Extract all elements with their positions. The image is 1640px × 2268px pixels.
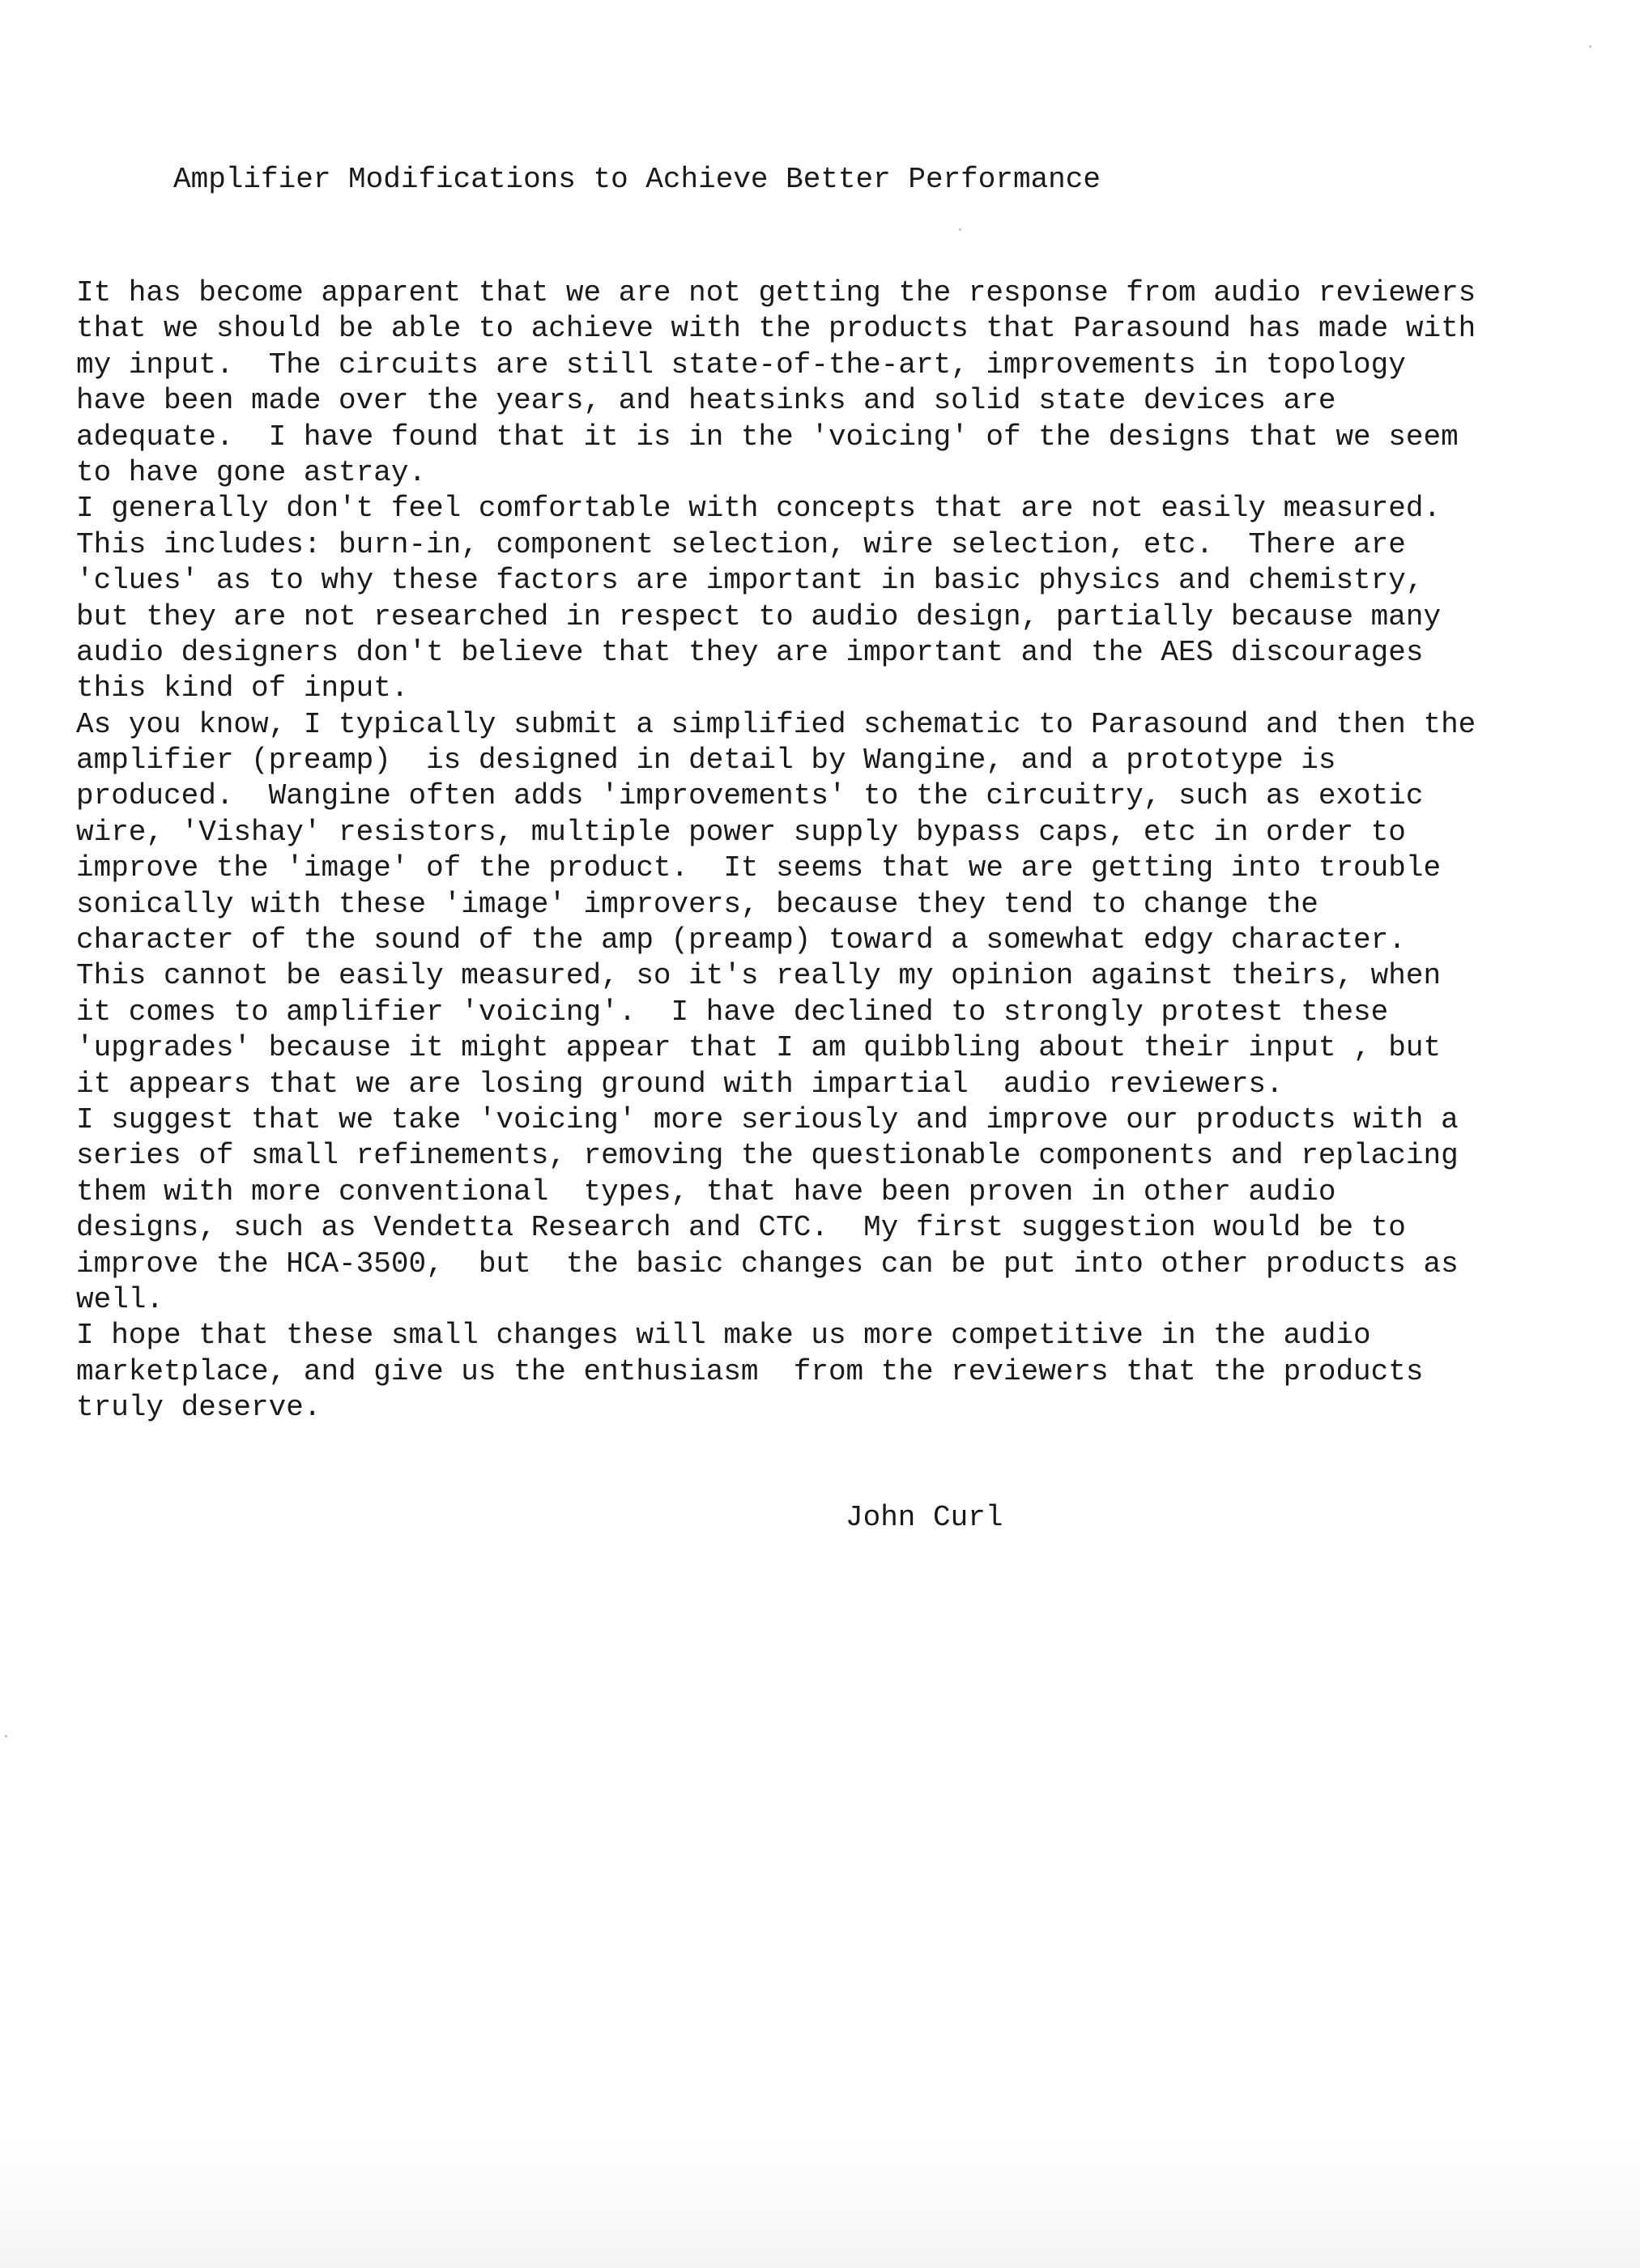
body-line: I hope that these small changes will make us more competitive in the audio: [76, 1319, 1371, 1353]
body-line: them with more conventional types, that have been proven in other audio: [76, 1174, 1336, 1209]
body-line: designs, such as Vendetta Research and CTC. My first suggestion would be to: [76, 1211, 1406, 1245]
body-line: improve the 'image' of the product. It seems that we are getting into trouble: [76, 851, 1442, 885]
body-line: it appears that we are losing ground with impartial audio reviewers.: [76, 1067, 1284, 1101]
body-line: It has become apparent that we are not getting the response from audio reviewers: [76, 276, 1476, 309]
body-line: that we should be able to achieve with the products that Parasound has made with: [76, 312, 1476, 346]
document-title: Amplifier Modifications to Achieve Better Performance: [173, 163, 1101, 196]
document-body: [76, 275, 1476, 1426]
body-line: to have gone astray.: [76, 455, 427, 489]
scan-speck: [5, 1735, 7, 1737]
signature: John Curl: [846, 1501, 1003, 1534]
body-line: adequate. I have found that it is in the 'voicing' of the designs that we seem: [76, 420, 1459, 454]
body-line: amplifier (preamp) is designed in detail by Wangine, and a prototype is: [76, 744, 1336, 778]
body-line: sonically with these 'image' improvers, because they tend to change the: [76, 887, 1318, 921]
body-line: audio designers don't believe that they are important and the AES discourages: [76, 635, 1424, 669]
body-line: marketplace, and give us the enthusiasm from the reviewers that the products: [76, 1354, 1424, 1388]
body-line: but they are not researched in respect to audio design, partially because many: [76, 599, 1442, 633]
body-line: this kind of input.: [76, 671, 409, 706]
body-line: I suggest that we take 'voicing' more seriously and improve our products with a: [76, 1102, 1459, 1136]
body-line: This cannot be easily measured, so it's really my opinion against theirs, when: [76, 959, 1442, 993]
body-line: it comes to amplifier 'voicing'. I have declined to strongly protest these: [76, 995, 1389, 1029]
scan-speck: [959, 228, 961, 231]
body-line: produced. Wangine often adds 'improvements' to the circuitry, such as exotic: [76, 779, 1424, 813]
body-line: series of small refinements, removing the questionable components and replacing: [76, 1139, 1459, 1173]
body-line: 'upgrades' because it might appear that I am quibbling about their input , but: [76, 1031, 1442, 1065]
body-line: As you know, I typically submit a simplified schematic to Parasound and then the: [76, 707, 1476, 741]
body-line: wire, 'Vishay' resistors, multiple power supply bypass caps, etc in order to: [76, 815, 1406, 849]
body-line: have been made over the years, and heatsinks and solid state devices are: [76, 384, 1336, 418]
body-line: my input. The circuits are still state-of-the-art, improvements in topology: [76, 347, 1406, 382]
body-line: truly deserve.: [76, 1391, 322, 1425]
body-line: 'clues' as to why these factors are important in basic physics and chemistry,: [76, 564, 1424, 598]
body-line: This includes: burn-in, component selection, wire selection, etc. There are: [76, 527, 1406, 561]
body-line: I generally don't feel comfortable with concepts that are not easily measured.: [76, 492, 1442, 526]
body-line: improve the HCA-3500, but the basic changes can be put into other products as: [76, 1247, 1459, 1281]
body-line: character of the sound of the amp (preamp) toward a somewhat edgy character.: [76, 923, 1406, 957]
body-line: well.: [76, 1282, 164, 1316]
scan-speck: [1589, 45, 1591, 48]
scan-edge-shade: [0, 2138, 1640, 2268]
